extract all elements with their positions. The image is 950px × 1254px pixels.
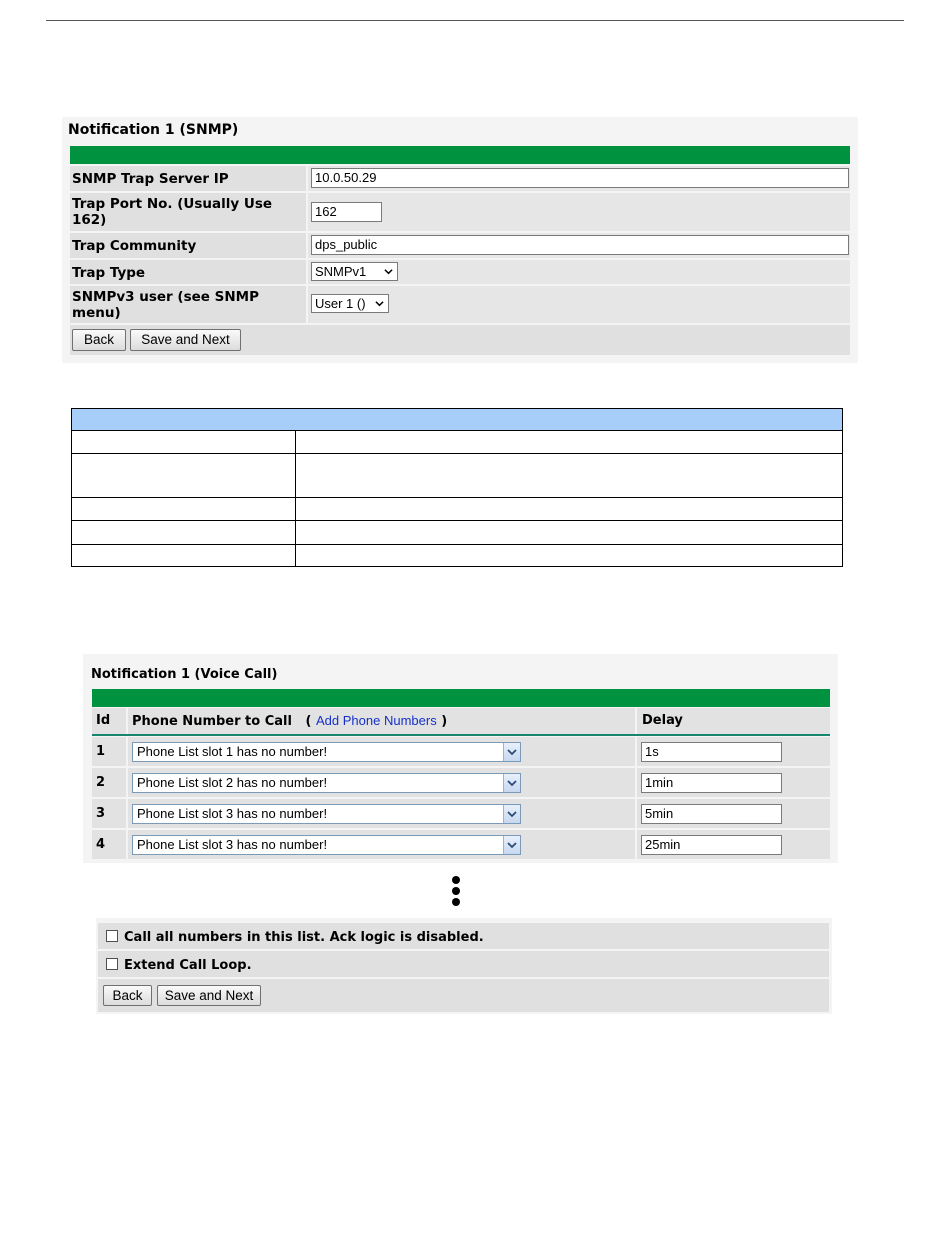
delay-input[interactable]: 1min [641,773,782,793]
extend-loop-row [98,951,829,977]
phone-slot-select[interactable]: Phone List slot 1 has no number! [132,742,521,762]
save-and-next-button[interactable]: Save and Next [157,985,261,1006]
chevron-down-icon [384,267,393,276]
voice-options-panel [96,918,832,1014]
voice-table-header [92,708,830,734]
snmp-panel-title: Notification 1 (SNMP) [68,122,239,138]
table-row-divider [72,520,842,521]
table-row-divider [72,497,842,498]
port-input[interactable]: 162 [311,202,382,222]
page-top-rule [46,20,904,21]
community-label: Trap Community [72,238,197,254]
v3user-select[interactable]: User 1 () [311,294,389,313]
call-all-checkbox[interactable] [106,930,118,942]
snmp-notification-panel [62,117,858,363]
header-divider [92,734,830,736]
id-column-header: Id [96,713,111,728]
chevron-down-icon [504,774,520,792]
chevron-down-icon [375,299,384,308]
phone-slot-select[interactable]: Phone List slot 3 has no number! [132,804,521,824]
delay-input[interactable]: 5min [641,804,782,824]
delay-input[interactable]: 25min [641,835,782,855]
phone-slot-select[interactable]: Phone List slot 2 has no number! [132,773,521,793]
community-input[interactable]: dps_public [311,235,849,255]
server-ip-label: SNMP Trap Server IP [72,171,229,187]
table-row-divider [72,453,842,454]
chevron-down-icon [504,836,520,854]
snmp-row-trap-type [70,260,850,284]
add-phone-numbers-link[interactable]: Add Phone Numbers [316,713,437,728]
snmp-button-row [70,325,850,355]
extend-loop-checkbox[interactable] [106,958,118,970]
voice-notification-panel [83,654,838,863]
delay-input[interactable]: 1s [641,742,782,762]
table-row-divider [72,544,842,545]
chevron-down-icon [504,743,520,761]
snmp-row-port [70,193,850,231]
phone-slot-select[interactable]: Phone List slot 3 has no number! [132,835,521,855]
v3user-label: SNMPv3 user (see SNMP menu) [72,289,259,321]
phone-column-header: Phone Number to Call ( Add Phone Numbers ) [132,713,448,729]
trap-type-label: Trap Type [72,265,146,281]
voice-panel-title: Notification 1 (Voice Call) [91,667,278,682]
back-button[interactable]: Back [103,985,152,1006]
delay-column-header: Delay [642,713,683,728]
table-column-divider [295,431,296,566]
table-header [72,409,842,431]
server-ip-input[interactable]: 10.0.50.29 [311,168,849,188]
snmp-row-v3user [70,286,850,323]
port-label: Trap Port No. (Usually Use 162) [72,196,273,228]
save-and-next-button[interactable]: Save and Next [130,329,241,351]
snmp-row-server-ip [70,166,850,191]
table-row: 2 Phone List slot 2 has no number! 1min [92,768,830,797]
call-all-row [98,923,829,949]
trap-type-select[interactable]: SNMPv1 [311,262,398,281]
snmp-header-bar [70,146,850,164]
snmp-row-community [70,233,850,258]
voice-button-row [98,979,829,1012]
table-row: 4 Phone List slot 3 has no number! 25min [92,830,830,859]
extend-loop-label: Extend Call Loop. [124,958,252,973]
chevron-down-icon [504,805,520,823]
table-row: 3 Phone List slot 3 has no number! 5min [92,799,830,828]
call-all-label: Call all numbers in this list. Ack logic is disabled. [124,930,484,945]
empty-reference-table [71,408,843,567]
table-row: 1 Phone List slot 1 has no number! 1s [92,737,830,766]
back-button[interactable]: Back [72,329,126,351]
voice-header-bar [92,689,830,707]
